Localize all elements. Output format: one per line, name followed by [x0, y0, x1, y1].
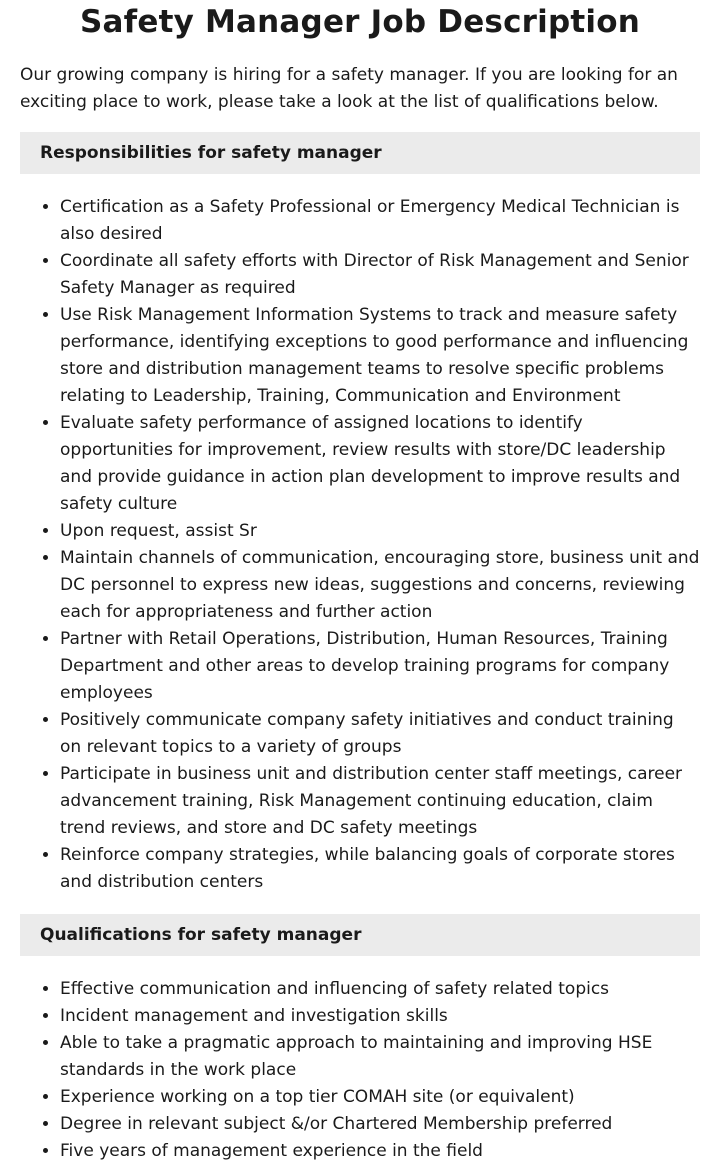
qualifications-heading: Qualifications for safety manager: [20, 914, 700, 956]
list-item: • Incident management and investigation skills: [60, 1003, 700, 1030]
list-item: • Coordinate all safety efforts with Director of Risk Management and Senior Safety Manager as required: [60, 248, 700, 302]
list-item: • Maintain channels of communication, encouraging store, business unit and DC personnel to express new ideas, suggestions and concerns, reviewing each for appropriateness and further action: [60, 545, 700, 626]
qualifications-list: [20, 976, 700, 1165]
list-item: • Partner with Retail Operations, Distribution, Human Resources, Training Department and other areas to develop training programs for company employees: [60, 626, 700, 707]
list-item: • Certification as a Safety Professional or Emergency Medical Technician is also desired: [60, 194, 700, 248]
list-item: • Positively communicate company safety initiatives and conduct training on relevant topics to a variety of groups: [60, 707, 700, 761]
list-item: • Reinforce company strategies, while balancing goals of corporate stores and distribution centers: [60, 842, 700, 896]
list-item: • Upon request, assist Sr: [60, 518, 700, 545]
responsibilities-heading: Responsibilities for safety manager: [20, 132, 700, 174]
list-item: • Evaluate safety performance of assigned locations to identify opportunities for improvement, review results with store/DC leadership and provide guidance in action plan development to improve results and safety culture: [60, 410, 700, 518]
list-item: • Effective communication and influencing of safety related topics: [60, 976, 700, 1003]
list-item: • Use Risk Management Information Systems to track and measure safety performance, identifying exceptions to good performance and influencing store and distribution management teams to resolve specific problems relating to Leadership, Training, Communication and Environment: [60, 302, 700, 410]
list-item: • Five years of management experience in the field: [60, 1138, 700, 1165]
intro-paragraph: Our growing company is hiring for a safety manager. If you are looking for an exciting place to work, please take a look at the list of qualifications below.: [20, 65, 678, 112]
page-title: Safety Manager Job Description: [80, 4, 640, 40]
list-item: • Able to take a pragmatic approach to maintaining and improving HSE standards in the work place: [60, 1030, 700, 1084]
list-item: • Degree in relevant subject &/or Chartered Membership preferred: [60, 1111, 700, 1138]
list-item: • Experience working on a top tier COMAH site (or equivalent): [60, 1084, 700, 1111]
list-item: • Participate in business unit and distribution center staff meetings, career advancement training, Risk Management continuing education, claim trend reviews, and store and DC safety meetings: [60, 761, 700, 842]
responsibilities-list: [20, 194, 700, 896]
